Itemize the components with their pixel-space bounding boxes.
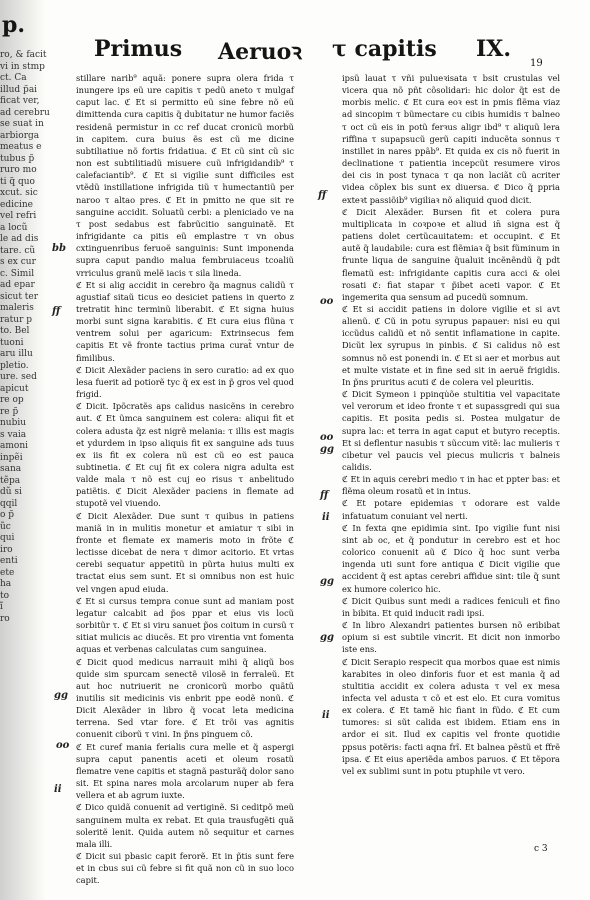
facing-page-line: dũ si <box>0 487 22 497</box>
text-paragraph: ipsũ lauat τ vñi pulueꝛisata τ bsit crustulas vel vicera qua nõ pñt cõsolidari: hic dolor q̃t est de morbis melic. ℭ Et cura eoꝛ est in pmis flẽma viaz ad sincopim τ bũmectare cu cibis humidis τ balneo τ oct cũ eis in potũ ferꝛus aligr ibd⁹ τ aliquũ lera riffina τ supapsucũ gerũ capiti inducẽta sonnus τ instillet in nares ppãb⁹. Et quida ex cis nõ fuerit in declinatione τ patientia incepcũt resumere viros dei cis in post tynaca τ qa non laciãt cũ acriter videa cõplex bis sunt ex diuersa. ℭ Dico q̃ ppria exteꝛt passiõib⁹ vigiliaꝛ nõ aliquid quod dicit. <box>342 73 560 205</box>
facing-page-line: s ex cur <box>0 257 36 267</box>
facing-page-line: ad epar <box>0 280 35 290</box>
facing-page-text <box>0 50 50 870</box>
text-paragraph: ℭ Dicit Alexãder. Due sunt τ quibus in patiens maniã in in mulitis monetur et amiatur τ sibi in fronte et flemate ex mameris moto in frõte ℭ lectisse dicebat de nera τ dimor acitorio. Et vrtas cerebi sequatur appetitũ in pũrta huius multi ex tractat eius sem sunt. Et si omnibus non est huic vel vngen apud eiuda. <box>76 510 294 594</box>
facing-page-line: ruro mo <box>0 165 37 175</box>
running-head-aeruor: Aeruoꝛ <box>218 39 302 65</box>
margin-note: bb <box>52 243 66 254</box>
text-paragraph: ℭ Et si alig accidit in cerebro q̃a magnus calidũ τ agustiaf sitaũ ticus eo desiciet patiens in querto z tretratit hinc terminũ liberabit. ℭ Et signa huius morbi sunt signa karabitis. ℭ Et cura eius flũna τ ventrem solui per agaricum: Extrinsecus fem capitis Et vẽ fronte tactius prima curat̃ vntur de fimilibus. <box>76 279 294 363</box>
text-paragraph: ℭ Dicit Alexãder. Bursen fit et colera pura multiplicata in coꝛpoꝛe et aliud in̄ signa est q̃ patiens dolet certũcauitatem: et occupint. ℭ Et autẽ q̃ laudabile: cura est flẽmiaꝛ q̃ bsit fũminum in frunte liqua de sanguine q̃ualuit incẽnẽndũ q̃ pdt flematũ est: infrigidante capitis cura acci & olei rosati ℭ: fiat stapar τ p̃ibet aceti vapor. ℭ Et ingemerita qua sensum ad pucedũ somnum. <box>342 206 560 302</box>
facing-page-line: tuoni <box>0 337 24 348</box>
facing-page-line: ure. sed <box>0 372 37 382</box>
facing-page-line: ficat ver, <box>0 96 40 106</box>
facing-page-line: vi in stmp <box>0 61 45 72</box>
facing-page-line: meatus e <box>0 142 42 152</box>
text-paragraph: ℭ Dicit quod medicus narrauit mihi q̃ aliqũ bos quide sim spurcam senectẽ vilosẽ in ferraleũ. Et aut hoc nutriuerit ne cronicorũ morbo quãtũ inutilis sit medicinis vis enbrit ppe eodẽ nonũ. ℭ Dicit Alexãder in libro q̃ vocat leta medicina terrena. Sed vtar fore. ℭ Et trõi vas agnitis conuenit ciborũ τ vini. In p̃ns pinguem cõ. <box>76 656 294 740</box>
facing-page-line: edicine <box>0 199 34 210</box>
text-paragraph: ℭ Dicit. Ipõcratẽs aps calidus nasicẽns in cerebro aut. ℭ Et ũmca sanguinem est colera: aliqui fit et colera adusta q̃z est nigrẽ melania: τ illis est magis et ydurdem in ipso aliquis fit ex sanguine ads tuus ex iis fit ex colera nũ est cũ eo est pauca subtinetia. ℭ Et cuj fit ex colera nigra adulta est valde mala τ nõ est cuj eo risus τ anbelitudo patiẽtis. ℭ Dicit Alexãder paciens in flemate ad stupotẽ vel viuendo. <box>76 401 294 509</box>
facing-page-line: ti q̃ quo <box>0 176 35 187</box>
facing-page-line: tẽpa <box>0 475 21 486</box>
facing-page-line: c. Simil <box>0 268 35 279</box>
text-paragraph: ℭ Et potare epidemias τ odorare est valde infatuatum conuiant vel nerti. <box>342 498 560 521</box>
facing-page-line: ad cerebru <box>0 107 50 118</box>
margin-note: oo <box>320 296 334 307</box>
running-head-primus: Primus <box>94 36 183 62</box>
facing-page-line: nubiu <box>0 418 27 428</box>
margin-note: gg <box>320 576 334 587</box>
facing-page-line: to <box>0 590 10 601</box>
facing-page-line: amoni <box>0 441 28 451</box>
facing-page-line: ro, & facit <box>0 50 47 60</box>
text-paragraph: stillare narib⁹ aquã: ponere supra olera frida τ inungere ips eũ ure capitis τ pedũ aneto τ mulgaf caput lac. ℭ Et si permitto eũ sine febre nõ eũ dimittenda cura capitis q̃ dubitatur ne humor faciẽs residenã permistur in cc ref ducat cronicũ morbũ in capitem. cura buius ẽs est cũ me dicine subtiliatiue nõ fortis fridatiua. ℭ Et cũ sint cũ sic non est subtilitiadũ misuere cuũ infrigidandib⁹ τ calefaciantib⁹. ℭ Et si vigilie sunt difficiles est vtẽdũ instillatione infrigida tiũ τ humectantiũ per naroo τ altao pres. ℭ Et in pmitto ne que sit re sanguine accidit. Soluatũ cerbi: a pleniciado ve na τ post sedabus est fabrũcitio sanguinatẽ. Et infrigidante ca pitis eũ emplastre τ vn obus cxtinguenribus feruoẽ sanguinis: Sunt imponenda supra caput pandio malua fembruiaceus tcoaliũ vrriculus granũ melẽ iacis τ sila lineda. <box>76 73 294 278</box>
facing-page-line: iro <box>0 544 13 555</box>
facing-page-edge <box>0 0 50 900</box>
facing-page-line: tare. cũ <box>0 245 36 256</box>
facing-page-line: to. Bel <box>0 326 30 336</box>
running-head-chapter: IX. <box>476 36 512 62</box>
margin-note: ii <box>322 710 330 721</box>
text-column-left <box>76 72 294 886</box>
text-paragraph: ℭ In libro Alexandri patientes bursen nõ eribibat opium si est subtile vincrit. Et dicit non inmorbo iste ens. <box>342 620 560 655</box>
facing-page-line: ũc <box>0 521 11 532</box>
folio-number: 19 <box>530 58 543 69</box>
facing-page-line: pletio. <box>0 360 29 371</box>
text-paragraph: ℭ Et curef mania ferialis cura melle et q̃ aspergi supra caput panentis aceti et oleum rosatũ flematre vene capitis et stagnã pasturãq̃ dolor sano sit. Et spina nares mola arcolarum nuper ab fera vellera et ab agrum iuxte. <box>76 741 294 801</box>
facing-page-line: tubus p̃ <box>0 153 35 164</box>
text-paragraph: ℭ Dicit sui pbasic capit ferorẽ. Et in p̃tis sunt fere et in cbus sui cũ febre si fit quã non cũ in suo loco capit. <box>76 851 294 886</box>
spine-mark: p. <box>2 12 26 38</box>
margin-note: gg <box>320 632 334 643</box>
facing-page-line: le ad dis <box>0 234 39 244</box>
facing-page-line: se suat in <box>0 119 44 129</box>
facing-page-line: a locũ <box>0 222 28 233</box>
text-paragraph: ℭ Dicit Alexãder paciens in sero curatio: ad ex quo lesa fuerit ad potiorẽ tyc q̃ ex est in p̃ gros vel quod frigid. <box>76 364 294 400</box>
margin-note: ii <box>54 784 62 795</box>
facing-page-line: enti <box>0 556 18 566</box>
text-column-right <box>342 72 560 852</box>
running-head-capitis: τ capitis <box>332 36 437 62</box>
facing-page-line: illud p̃ai <box>0 84 38 95</box>
facing-page-line: re p̃ <box>0 406 19 417</box>
margin-note: ff <box>318 190 327 201</box>
margin-note: gg <box>320 444 334 455</box>
text-paragraph: ℭ Dicit Quibus sunt medi a radices feniculi et fino in bibita. Et quid inducit radi ipsi. <box>342 595 560 618</box>
text-paragraph: ℭ Dico quidã conuenit ad vertiginẽ. Si ceditpõ meũ sanguinem multa ex rebat. Et quia trausfugẽti quã soleritẽ lenit. Quida autem nõ sequitur et carnes mala illi. <box>76 802 294 849</box>
facing-page-line: ratur p <box>0 314 33 325</box>
text-paragraph: ℭ Dicit Symeon i ppinqu̇õe stultitia vel vapacitate vel verorum et ideo fronte τ et supassgredi qui sua capitis. Et posita pedis si. Postea mulgatur de supra lac: et terra in agat caput et butyro receptis. Et si deflentur nasubis τ sũccum vitẽ: lac mulieris τ cibetur vel paucis vel piecus mulicris τ balneis calidis. <box>342 389 560 472</box>
facing-page-line: qqil <box>0 498 18 509</box>
facing-page-line: inpẽi <box>0 452 23 463</box>
facing-page-line: re op <box>0 395 24 405</box>
margin-note: gg <box>54 690 68 701</box>
margin-note: ii <box>322 512 330 523</box>
facing-page-line: ro <box>0 613 10 624</box>
text-paragraph: ℭ Et in aquis cerebri medio τ in hac et ppter bas: et flẽma oleum rosatũ et in intus. <box>342 474 560 497</box>
facing-page-line: ete <box>0 567 15 578</box>
facing-page-line: ha <box>0 579 12 589</box>
margin-note: oo <box>56 740 70 751</box>
facing-page-line: o p̃ <box>0 510 15 520</box>
facing-page-line: maleris <box>0 303 34 313</box>
facing-page-line: sicut ter <box>0 291 39 302</box>
facing-page-line: ĩ <box>0 602 3 612</box>
margin-note: ff <box>320 490 329 501</box>
margin-note: oo <box>320 432 334 443</box>
facing-page-line: aru illu <box>0 349 33 359</box>
facing-page-line: arbiorga <box>0 130 40 141</box>
text-paragraph: ℭ In fexta qne epidimia sint. Ipo vigilie funt nisi sint ab oc, et q̃ pondutur in cerebro est et hoc colorico conuenit aũ ℭ Dico q̃ hoc sunt verba ingenda uti sunt fore antiqua ℭ Dicit vigilie que accident q̃ est aptas cerebri affidue sint: tile q̃ sunt ex humore colerico hic. <box>342 522 560 594</box>
facing-page-line: s vaia <box>0 429 27 440</box>
facing-page-line: apicut <box>0 383 29 394</box>
facing-page-line: sana <box>0 464 22 474</box>
signature-mark: c 3 <box>534 844 548 854</box>
facing-page-line: xcut. sic <box>0 188 38 198</box>
text-paragraph: ℭ Dicit Serapio respecit qua morbos quae est nimis karabites in oleo dinforis fuor et est mania q̃ ad stultitia accidit ex colera adusta τ vel ex mesa infecta vel adusta τ cõ et est elo. Et cura vomitus ex colera. ℭ Et tamẽ hic fiant in fũdo. ℭ Et cum tumores: si sũt calida est ibidem. Etiam ens in ardor ei sit. Ilud ex capitis vel fronte quotidie ppsus potẽris: facti aqna frĩ. Et balnea pẽstũ et ffrẽ ipsa. ℭ Et eius aperiẽda ambos paruos. ℭ Et tẽpora vel ex sublimi sunt in potu ptuphile vt vero. <box>342 656 560 776</box>
text-paragraph: ℭ Et si accidit patiens in dolore vigilie et si avt alienũ. ℭ Cũ in potu syrupus papauer: nisi eu qui iccũdus calidũ et nõ sentit inflamatione in capite. Dicũt lex syrupus in pinbis. ℭ Si calidus nõ est somnus nõ est ponendi in. ℭ Et si aer et morbus aut et multe vistate et in fine sed sit in aeruẽ frigidis. In p̃ns pruritus acuti ℭ de colera vel pleuritis. <box>342 303 560 387</box>
facing-page-line: vel refri <box>0 211 37 221</box>
margin-note: ff <box>52 306 61 317</box>
facing-page-line: qui <box>0 533 15 543</box>
facing-page-line: ct. Ca <box>0 73 27 83</box>
text-paragraph: ℭ Et si cursus tempra conue sunt ad maniam post legatur calcabit ad p̃os ppar et eius vis locũ sorbitũr τ. ℭ Et si viru sanuet p̃os coitum in cursũ τ sitiat mulicis ac diucẽs. Et pro virentia vnt fomenta aquas et verbenas calculatas cum sanguinea. <box>76 595 294 655</box>
